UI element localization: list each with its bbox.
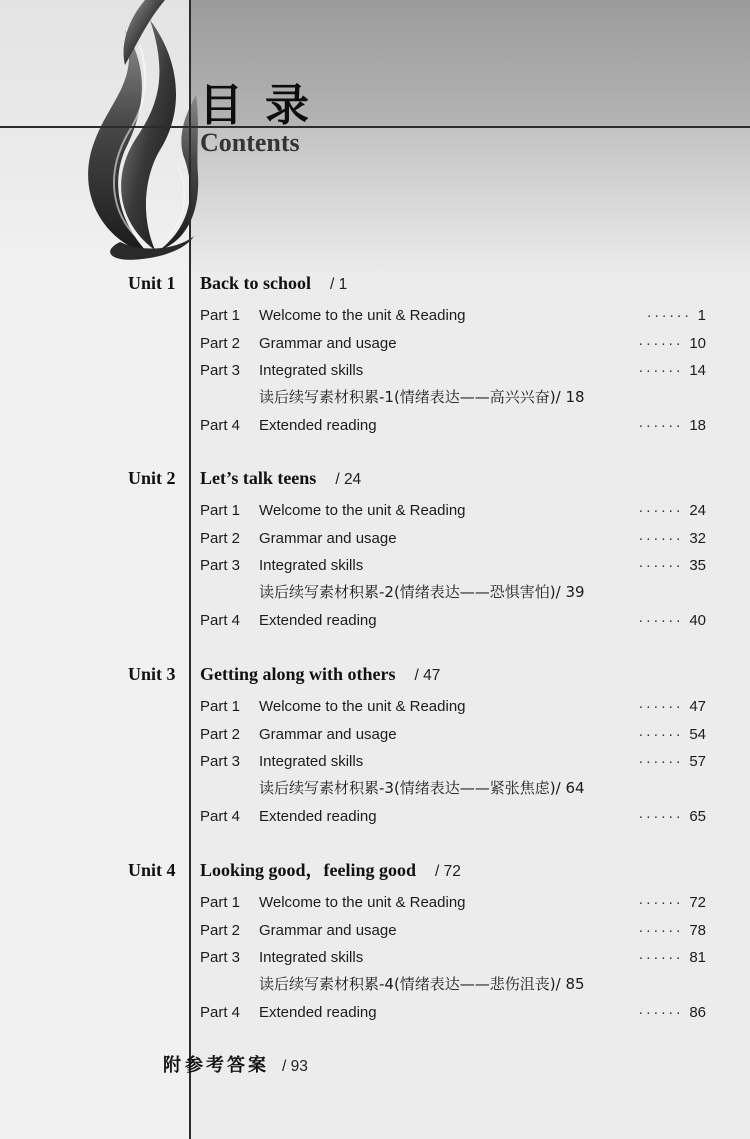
page-number: 54 (689, 725, 706, 743)
flame-ornament-icon (70, 0, 200, 265)
page-ref (638, 748, 706, 775)
unit-heading (0, 859, 750, 881)
writing-material-line (259, 579, 585, 606)
unit-heading (0, 467, 750, 489)
toc-entry (0, 693, 750, 720)
dot-leader: ······ (638, 698, 684, 716)
part-title: Grammar and usage (259, 725, 397, 743)
dot-leader: ······ (638, 362, 684, 380)
part-number: Part 4 (200, 416, 241, 434)
appendix-label: 附 (163, 1055, 181, 1076)
part-number: Part 4 (200, 807, 241, 825)
writing-material-entry (0, 775, 750, 802)
appendix-entry (0, 1055, 750, 1077)
dot-leader: ······ (638, 807, 684, 825)
page-number: 32 (689, 529, 706, 547)
page-title: 目录 (199, 80, 331, 131)
part-number: Part 2 (200, 725, 241, 743)
part-title: Grammar and usage (259, 921, 397, 939)
part-title: Welcome to the unit & Reading (259, 307, 466, 325)
writing-material-title: 读后续写素材积累-1(情绪表达——高兴兴奋) (259, 388, 556, 407)
page-number: 72 (689, 894, 706, 912)
appendix-page: / 93 (282, 1058, 308, 1075)
unit-page: / 72 (435, 863, 461, 880)
writing-material-entry (0, 971, 750, 998)
toc-entry (0, 357, 750, 384)
part-number: Part 4 (200, 611, 241, 629)
part-number: Part 3 (200, 949, 241, 967)
toc-entry (0, 607, 750, 634)
dot-leader: ······ (638, 557, 684, 575)
page-number: 1 (697, 307, 706, 325)
dot-leader: ······ (638, 416, 684, 434)
page-ref (638, 944, 706, 971)
part-title: Grammar and usage (259, 334, 397, 352)
dot-leader: ······ (646, 307, 692, 325)
part-number: Part 3 (200, 362, 241, 380)
part-number: Part 3 (200, 753, 241, 771)
unit-title: Getting along with others (200, 664, 396, 684)
part-title: Grammar and usage (259, 529, 397, 547)
page-number: 18 (689, 416, 706, 434)
page-number: / 64 (555, 779, 585, 798)
part-title: Welcome to the unit & Reading (259, 894, 466, 912)
unit-label: Unit 3 (128, 664, 176, 684)
dot-leader: ······ (638, 502, 684, 520)
unit-section (0, 663, 750, 853)
dot-leader: ······ (638, 611, 684, 629)
unit-page: / 1 (330, 276, 348, 293)
part-number: Part 2 (200, 529, 241, 547)
part-number: Part 3 (200, 557, 241, 575)
dot-leader: ······ (638, 921, 684, 939)
page-ref (638, 607, 706, 634)
writing-material-title: 读后续写素材积累-4(情绪表达——悲伤沮丧) (259, 975, 556, 994)
horizontal-rule (0, 126, 750, 128)
unit-label: Unit 4 (128, 860, 176, 880)
writing-material-entry (0, 384, 750, 411)
toc-entry (0, 999, 750, 1026)
unit-label: Unit 2 (128, 468, 176, 488)
part-number: Part 1 (200, 307, 241, 325)
dot-leader: ······ (638, 725, 684, 743)
writing-material-line (259, 971, 585, 998)
page-number: 86 (689, 1003, 706, 1021)
appendix-title: 参考答案 (185, 1055, 269, 1076)
page-number: 24 (689, 502, 706, 520)
toc-entry (0, 552, 750, 579)
unit-page: / 47 (414, 667, 441, 684)
unit-title-line (200, 467, 361, 491)
page-ref (638, 552, 706, 579)
dot-leader: ······ (638, 894, 684, 912)
page-number: 65 (689, 807, 706, 825)
unit-entries (0, 497, 750, 634)
page-number: 47 (689, 698, 706, 716)
unit-title-line (200, 272, 347, 296)
page-ref (647, 302, 706, 329)
page-ref (638, 999, 706, 1026)
toc-entry (0, 917, 750, 944)
unit-entries (0, 302, 750, 439)
page-ref (638, 357, 706, 384)
page-number: 57 (689, 753, 706, 771)
toc-entry (0, 302, 750, 329)
page-subtitle: Contents (200, 128, 300, 157)
part-number: Part 1 (200, 698, 241, 716)
page-number: / 39 (555, 583, 585, 602)
part-title: Extended reading (259, 611, 377, 629)
part-title: Extended reading (259, 1003, 377, 1021)
toc-entry (0, 944, 750, 971)
writing-material-title: 读后续写素材积累-2(情绪表达——恐惧害怕) (259, 583, 556, 602)
unit-title-line (200, 663, 440, 687)
dot-leader: ······ (638, 529, 684, 547)
page-ref (638, 889, 706, 916)
part-number: Part 1 (200, 894, 241, 912)
dot-leader: ······ (638, 1003, 684, 1021)
page-number: 14 (689, 362, 706, 380)
dot-leader: ······ (638, 334, 684, 352)
part-number: Part 2 (200, 334, 241, 352)
unit-title: Let’s talk teens (200, 468, 317, 488)
part-title: Integrated skills (259, 753, 364, 771)
unit-section (0, 272, 750, 462)
part-title: Extended reading (259, 807, 377, 825)
part-number: Part 1 (200, 502, 241, 520)
toc-entry (0, 497, 750, 524)
unit-title: Looking good，feeling good (200, 860, 417, 880)
page-number: 35 (689, 557, 706, 575)
appendix-title-line (185, 1055, 308, 1078)
unit-title-line (200, 859, 461, 883)
part-number: Part 2 (200, 921, 241, 939)
page-ref (638, 525, 706, 552)
page-ref (638, 693, 706, 720)
page-number: / 85 (555, 975, 585, 994)
unit-title: Back to school (200, 273, 312, 293)
page-ref (638, 330, 706, 357)
toc-entry (0, 721, 750, 748)
toc-entry (0, 803, 750, 830)
part-title: Integrated skills (259, 949, 364, 967)
page-number: 10 (689, 334, 706, 352)
part-title: Integrated skills (259, 362, 364, 380)
toc-entry (0, 889, 750, 916)
page-number: 40 (689, 611, 706, 629)
page-ref (638, 497, 706, 524)
unit-entries (0, 693, 750, 830)
unit-label: Unit 1 (128, 273, 176, 293)
dot-leader: ······ (638, 753, 684, 771)
writing-material-entry (0, 579, 750, 606)
page-ref (638, 917, 706, 944)
unit-heading (0, 272, 750, 294)
page-number: 78 (689, 921, 706, 939)
page-ref (638, 721, 706, 748)
writing-material-line (259, 384, 585, 411)
part-number: Part 4 (200, 1003, 241, 1021)
part-title: Extended reading (259, 416, 377, 434)
page-ref (638, 412, 706, 439)
page-ref (638, 803, 706, 830)
toc-entry (0, 525, 750, 552)
writing-material-title: 读后续写素材积累-3(情绪表达——紧张焦虑) (259, 779, 556, 798)
page-number: / 18 (555, 388, 585, 407)
writing-material-line (259, 775, 585, 802)
unit-entries (0, 889, 750, 1026)
page-number: 81 (689, 949, 706, 967)
part-title: Integrated skills (259, 557, 364, 575)
toc-entry (0, 330, 750, 357)
toc-entry (0, 748, 750, 775)
unit-section (0, 859, 750, 1049)
unit-section (0, 467, 750, 657)
dot-leader: ······ (638, 949, 684, 967)
unit-heading (0, 663, 750, 685)
part-title: Welcome to the unit & Reading (259, 502, 466, 520)
unit-page: / 24 (335, 471, 362, 488)
toc-entry (0, 412, 750, 439)
part-title: Welcome to the unit & Reading (259, 698, 466, 716)
